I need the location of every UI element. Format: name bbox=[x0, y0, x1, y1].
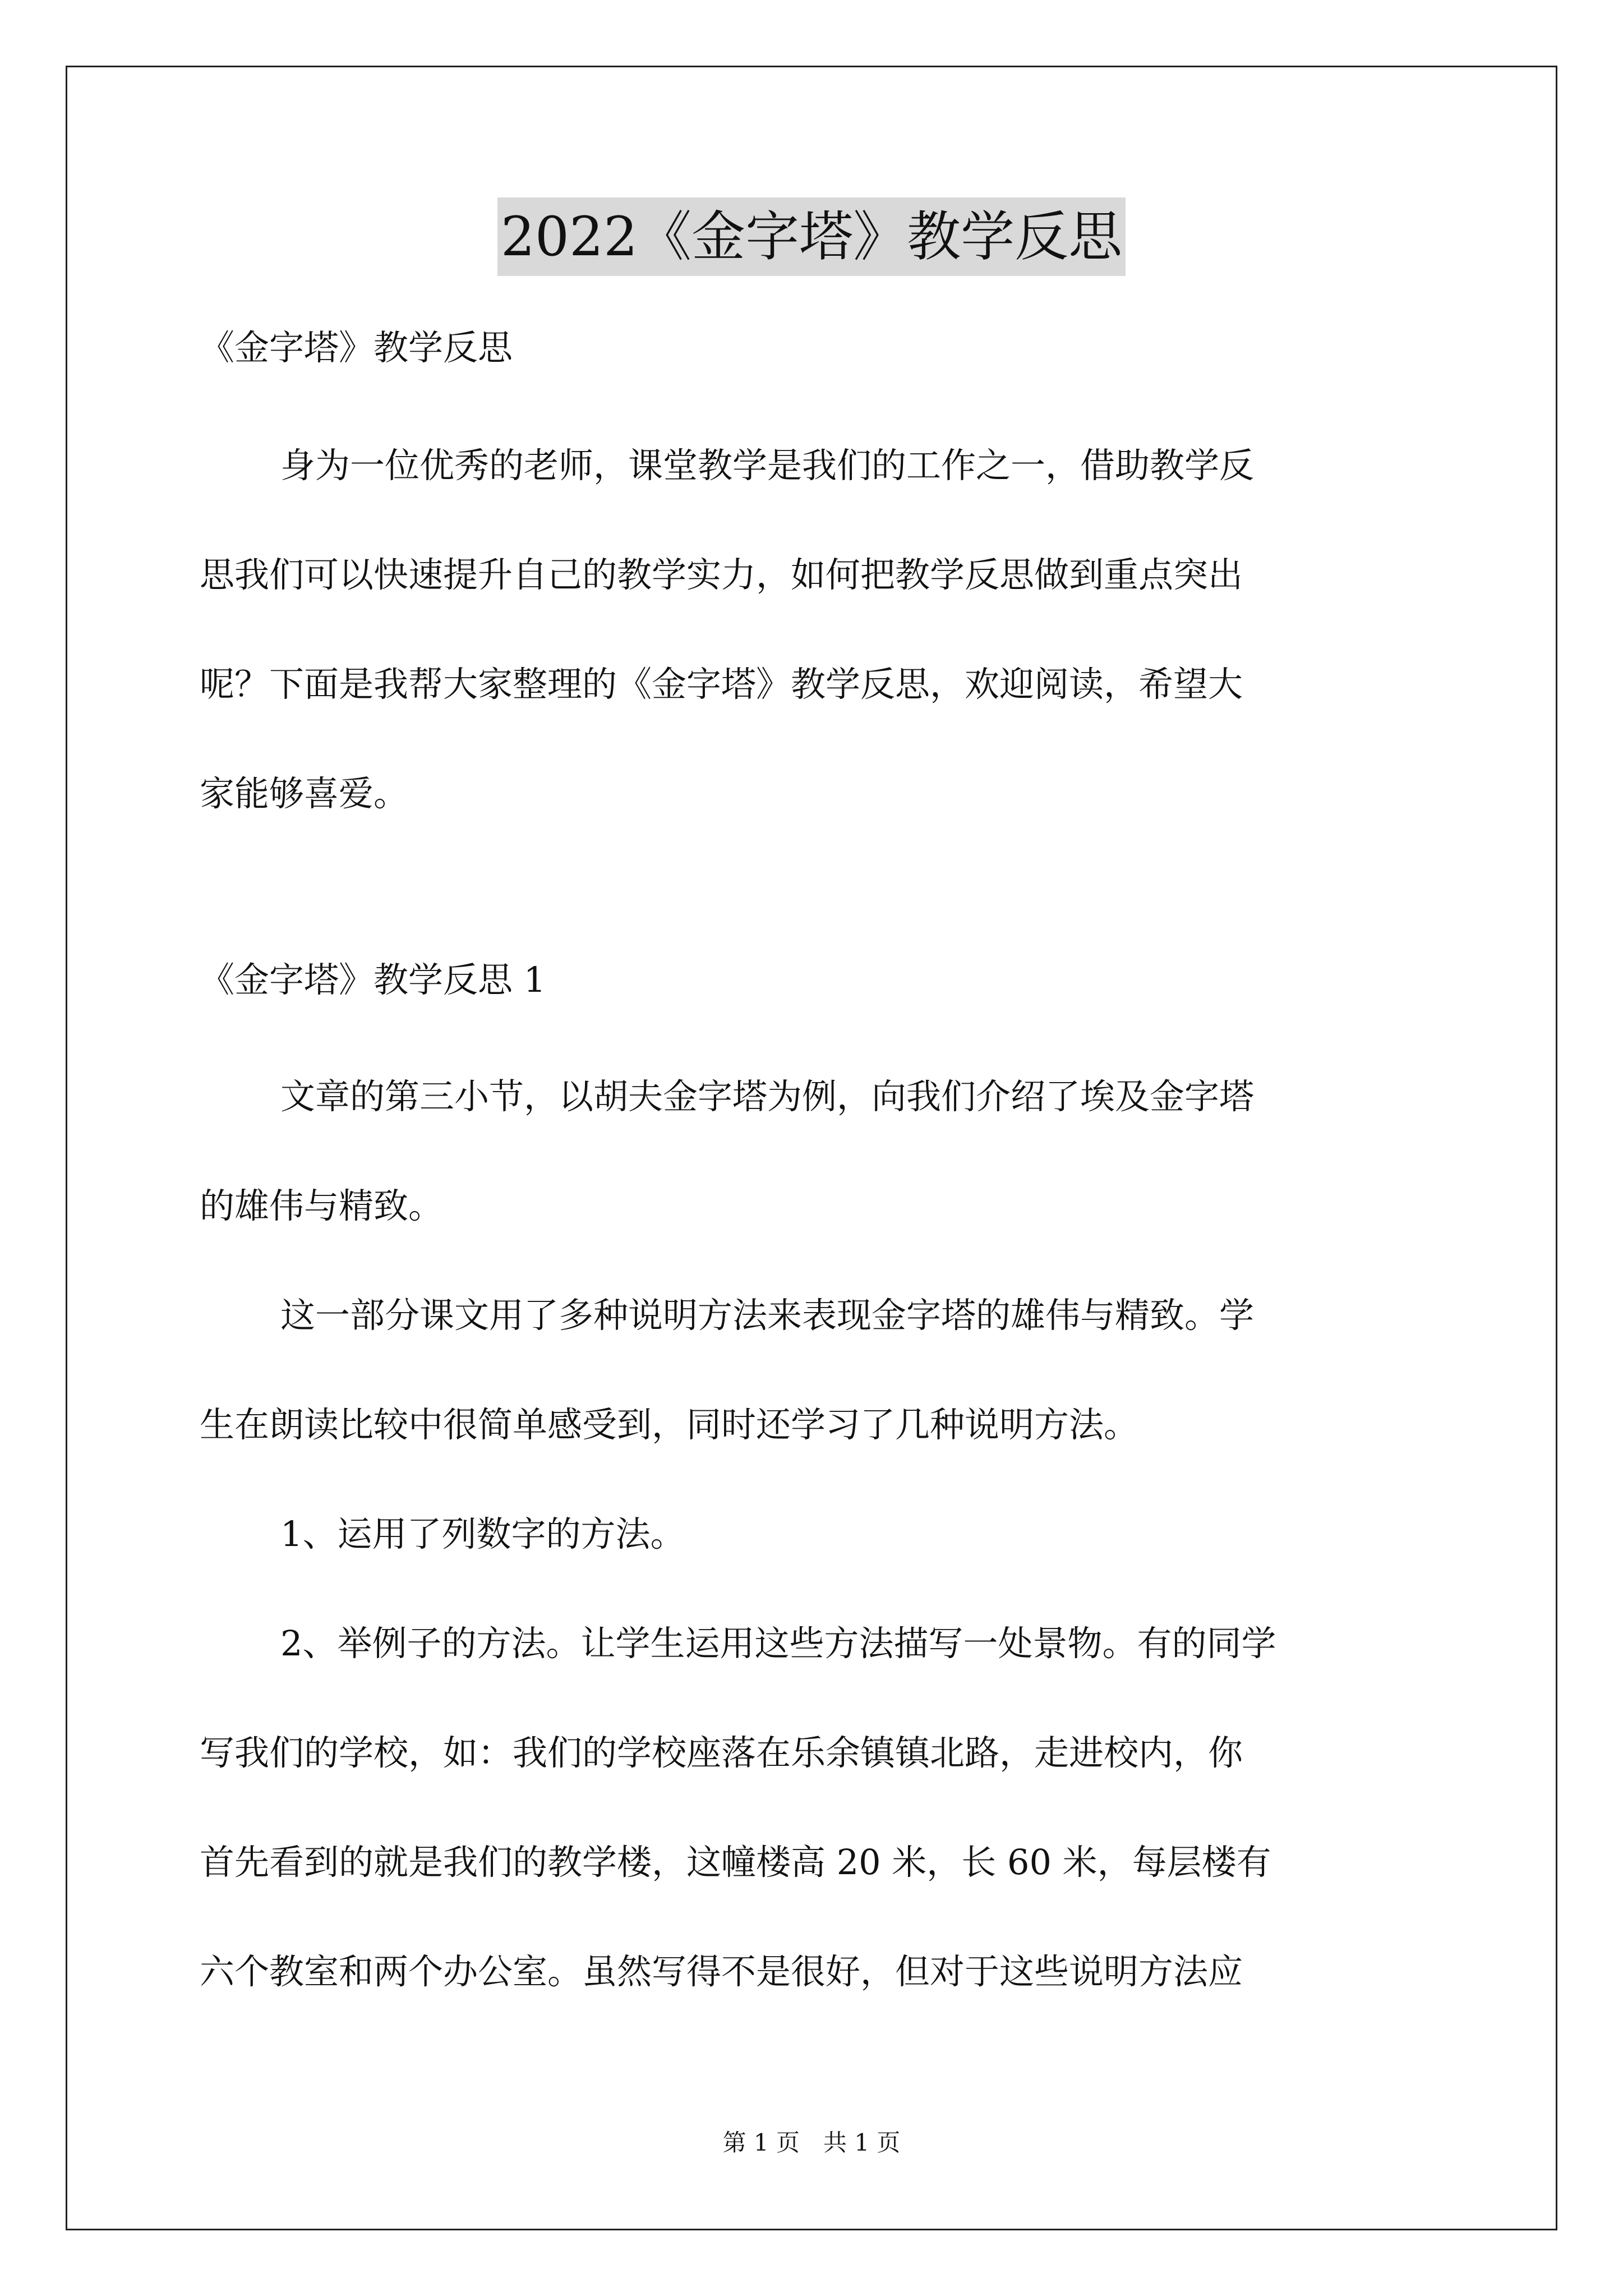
body-line: 的雄伟与精致。 bbox=[200, 1185, 444, 1226]
body-line: 文章的第三小节，以胡夫金字塔为例，向我们介绍了埃及金字塔 bbox=[280, 1076, 1255, 1117]
body-line: 思我们可以快速提升自己的教学实力，如何把教学反思做到重点突出 bbox=[200, 554, 1243, 595]
body-line: 首先看到的就是我们的教学楼，这幢楼高 20 米，长 60 米，每层楼有 bbox=[200, 1842, 1271, 1883]
body-line: 身为一位优秀的老师，课堂教学是我们的工作之一，借助教学反 bbox=[280, 445, 1255, 486]
body-line: 生在朗读比较中很简单感受到，同时还学习了几种说明方法。 bbox=[200, 1404, 1139, 1445]
document-title bbox=[0, 197, 1623, 276]
body-line: 写我们的学校，如：我们的学校座落在乐余镇镇北路，走进校内，你 bbox=[200, 1732, 1243, 1773]
list-item: 1、运用了列数字的方法。 bbox=[280, 1513, 685, 1554]
page-footer: 第 1 页 共 1 页 bbox=[722, 2129, 901, 2156]
body-line: 呢？下面是我帮大家整理的《金字塔》教学反思，欢迎阅读，希望大 bbox=[200, 664, 1243, 705]
section-heading: 《金字塔》教学反思 bbox=[200, 327, 513, 368]
body-line: 家能够喜爱。 bbox=[200, 773, 409, 814]
body-line: 六个教室和两个办公室。虽然写得不是很好，但对于这些说明方法应 bbox=[200, 1951, 1243, 1992]
body-line: 这一部分课文用了多种说明方法来表现金字塔的雄伟与精致。学 bbox=[280, 1295, 1255, 1336]
document-title-text: 2022《金字塔》教学反思 bbox=[497, 197, 1126, 276]
list-item: 2、举例子的方法。让学生运用这些方法描写一处景物。有的同学 bbox=[280, 1623, 1276, 1664]
page-border bbox=[66, 66, 1557, 2230]
section-heading: 《金字塔》教学反思 1 bbox=[200, 959, 546, 1000]
